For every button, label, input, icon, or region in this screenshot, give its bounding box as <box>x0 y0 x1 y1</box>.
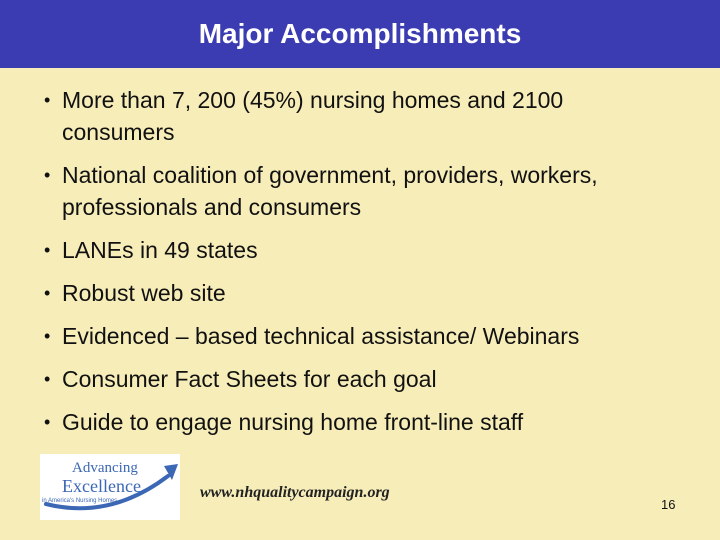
bullet-text: Guide to engage nursing home front-line staff <box>62 409 524 435</box>
bullet-text: More than 7, 200 (45%) nursing homes and 2100 <box>62 87 564 113</box>
bullet-item <box>44 277 704 309</box>
bullet-text: National coalition of government, providers, workers, <box>62 162 598 188</box>
bullet-dot: • <box>44 90 51 110</box>
bullet-dot: • <box>44 369 51 389</box>
bullet-item <box>44 234 704 266</box>
bullet-item <box>44 406 704 438</box>
bullet-text: Evidenced – based technical assistance/ Webinars <box>62 323 580 349</box>
page-number: 16 <box>661 497 676 512</box>
bullet-text: Consumer Fact Sheets for each goal <box>62 366 437 392</box>
bullet-text-cont: professionals and consumers <box>62 194 362 220</box>
bullet-list <box>44 84 704 449</box>
website-url: www.nhqualitycampaign.org <box>200 484 390 501</box>
bullet-item <box>44 363 704 395</box>
logo-text-tagline: in America's Nursing Homes <box>42 498 118 504</box>
bullet-dot: • <box>44 240 51 260</box>
bullet-dot: • <box>44 283 51 303</box>
bullet-text-cont: consumers <box>62 119 175 145</box>
logo-text-excellence: Excellence <box>62 476 141 496</box>
logo-text-advancing: Advancing <box>72 460 138 476</box>
bullet-item <box>44 84 704 148</box>
bullet-item <box>44 159 704 223</box>
title-bar <box>0 0 720 68</box>
advancing-excellence-logo <box>40 454 180 520</box>
bullet-dot: • <box>44 165 51 185</box>
bullet-item <box>44 320 704 352</box>
bullet-text: LANEs in 49 states <box>62 237 258 263</box>
bullet-dot: • <box>44 412 51 432</box>
bullet-dot: • <box>44 326 51 346</box>
slide-title: Major Accomplishments <box>198 18 522 49</box>
bullet-text: Robust web site <box>62 280 226 306</box>
